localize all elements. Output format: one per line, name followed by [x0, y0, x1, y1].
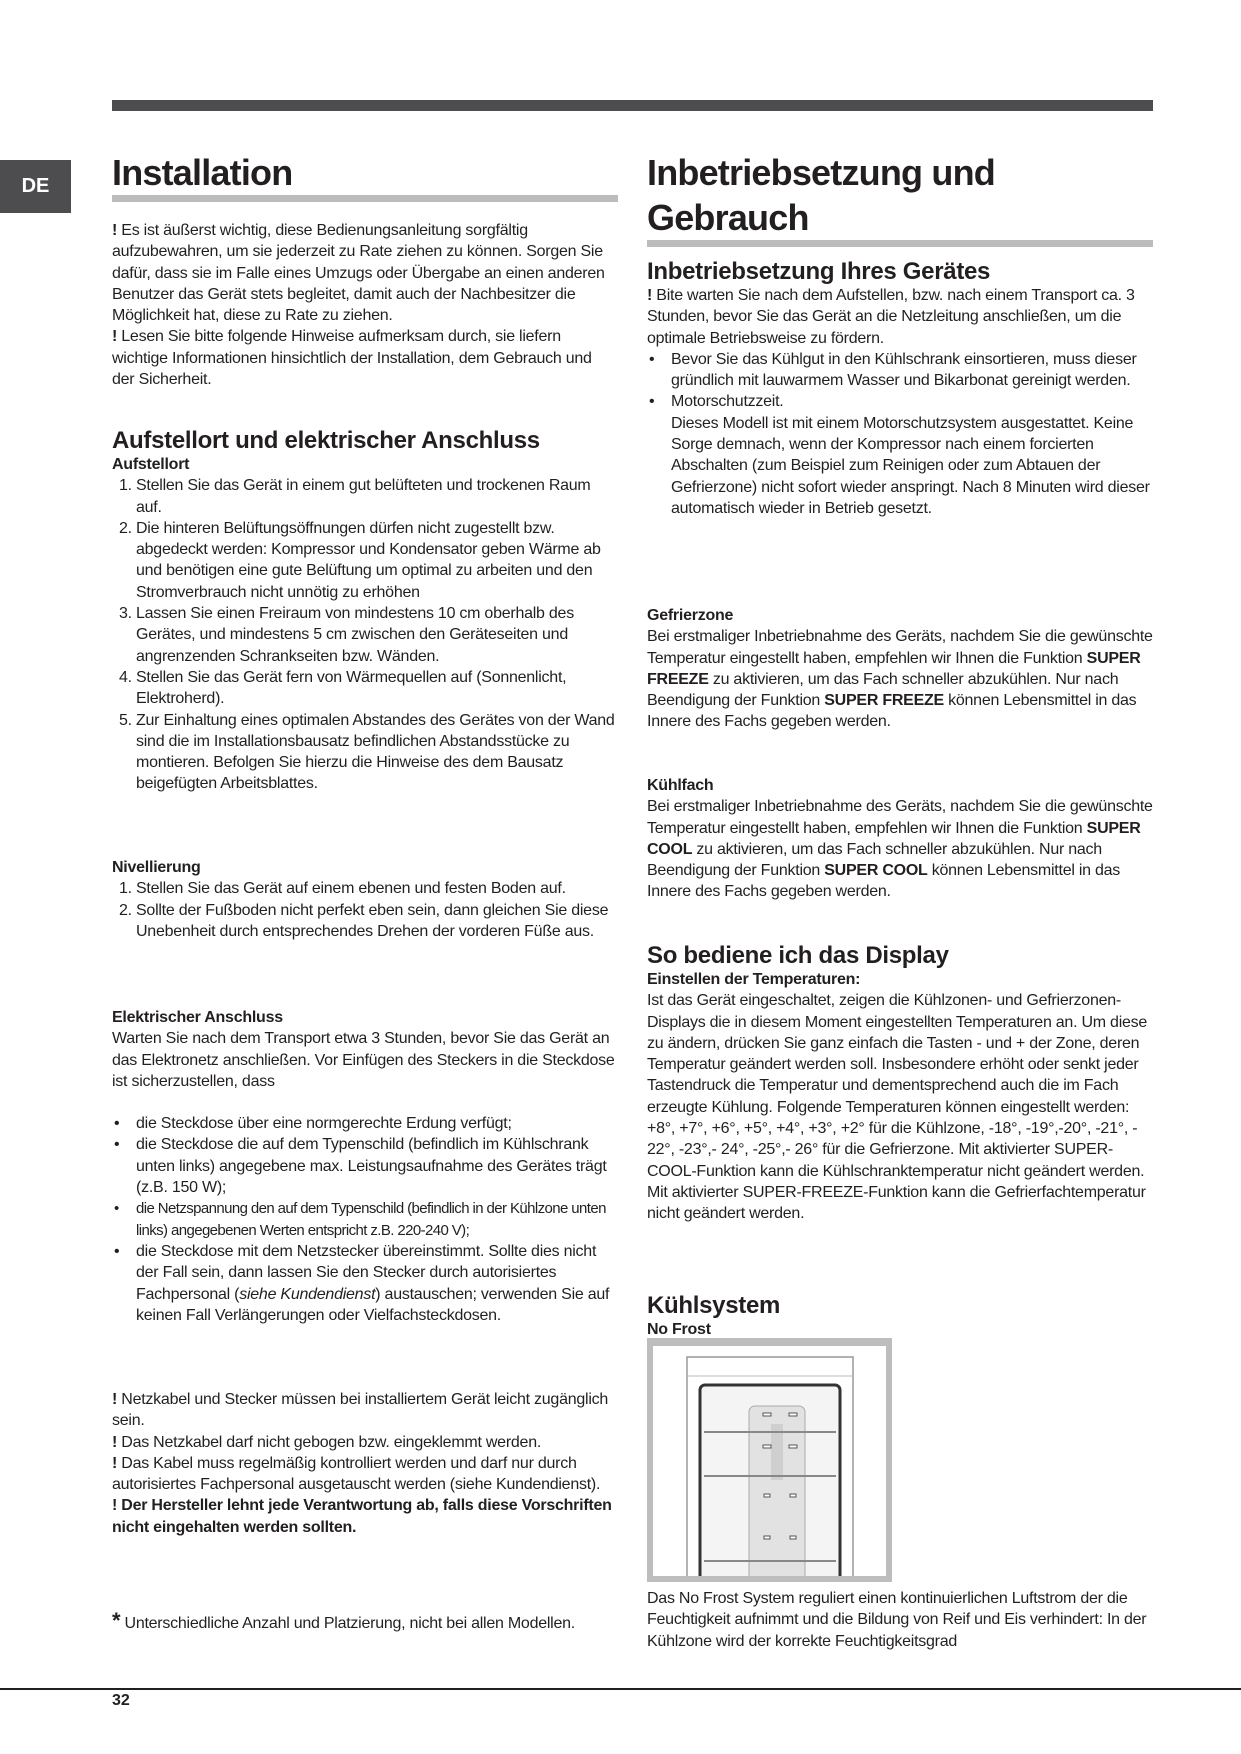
- language-tab: DE: [0, 160, 71, 213]
- paragraph: Bei erstmaliger Inbetriebnahme des Geräts, nachdem Sie die gewünschte Temperatur eingestellt haben, empfehlen wir Ihnen die Funktion SUPER FREEZE zu aktivieren, um das Fach schneller abzukühlen. Nur nach Beendigung der Funktion SUPER FREEZE können Lebensmittel in das Innere des Fachs gegeben werden.: [647, 628, 1153, 731]
- section-heading: So bediene ich das Display: [647, 942, 949, 969]
- leveling-section: [112, 857, 618, 942]
- bullet-list: [647, 349, 1153, 519]
- nivellierung-list: [112, 878, 618, 942]
- section-heading: Kühlsystem: [647, 1292, 781, 1319]
- subheading: Elektrischer Anschluss: [112, 1009, 283, 1026]
- list-item: • Motorschutzzeit. Dieses Modell ist mit einem Motorschutzsystem ausgestattet. Keine Sorge demnach, wenn der Kompressor nach einem forcierten Abschalten (zum Beispiel zum Reinigen oder zum Abtauen der Gefrierzone) nicht sofort wieder anspringt. Nach 8 Minuten wird dieser automatisch wieder in Betrieb gesetzt.: [671, 391, 1153, 519]
- cooling-system-section: [647, 1293, 1153, 1340]
- list-item: • die Steckdose mit dem Netzstecker übereinstimmt. Sollte dies nicht der Fall sein, dann lassen Sie den Stecker durch autorisiertes Fachpersonal (siehe Kundendienst) austauschen; verwenden Sie auf keinen Fall Verlängerungen oder Vielfachsteckdosen.: [136, 1241, 618, 1326]
- list-item: 2. Die hinteren Belüftungsöffnungen dürfen nicht zugestellt bzw. abgedeckt werden: Kompressor und Kondensator geben Wärme ab und benötigen eine gute Belüftung um optimal zu arbeiten und den Stromverbrauch nicht unnötig zu erhöhen: [136, 518, 618, 603]
- subheading: Nivellierung: [112, 859, 201, 876]
- paragraph: Warten Sie nach dem Transport etwa 3 Stunden, bevor Sie das Gerät an das Elektronetz anschließen. Vor Einfügen des Steckers in die Steckdose ist sicherzustellen, dass: [112, 1030, 615, 1090]
- paragraph: Bei erstmaliger Inbetriebnahme des Geräts, nachdem Sie die gewünschte Temperatur eingestellt haben, empfehlen wir Ihnen die Funktion SUPER COOL zu aktivieren, um das Fach schneller abzukühlen. Nur nach Beendigung der Funktion SUPER COOL können Lebensmittel in das Innere des Fachs gegeben werden.: [647, 798, 1153, 901]
- list-item: 5. Zur Einhaltung eines optimalen Abstandes des Gerätes von der Wand sind die im Installationsbausatz befindlichen Abstandsstücke zu montieren. Befolgen Sie hierzu die Hinweise des dem Bausatz beigefügten Arbeitsblattes.: [136, 710, 618, 795]
- fridge-drawing: [653, 1346, 886, 1576]
- list-item: 2. Sollte der Fußboden nicht perfekt eben sein, dann gleichen Sie diese Unebenheit durch entsprechendes Drehen der vorderen Füße aus.: [136, 900, 618, 943]
- paragraph: Ist das Gerät eingeschaltet, zeigen die Kühlzonen- und Gefrierzonen-Displays die in diesem Moment eingestellten Temperaturen an. Um diese zu ändern, drücken Sie ganz einfach die Tasten - und + der Zone, deren Temperatur geändert werden soll. Insbesondere erhöht oder senkt jeder Tastendruck die Temperatur und dementsprechend auch die im Fach erzeugte Kühlung. Folgende Temperaturen können eingestellt werden: +8°, +7°, +6°, +5°, +4°, +3°, +2° für die Kühlzone, -18°, -19°,-20°, -21°, - 22°, -23°,- 24°, -25°,- 26° für die Gefrierzone. Mit aktivierter SUPER-COOL-Funktion kann die Kühlschranktemperatur nicht geändert werden. Mit aktivierter SUPER-FREEZE-Funktion kann die Gefrierfachtemperatur nicht geändert werden.: [647, 992, 1148, 1223]
- intro-paragraph: ! Lesen Sie bitte folgende Hinweise aufmerksam durch, sie liefern wichtige Informationen hinsichtlich der Installation, dem Gebrauch und der Sicherheit.: [112, 328, 592, 389]
- location-section: [112, 428, 618, 795]
- intro-paragraph: ! Es ist äußerst wichtig, diese Bedienungsanleitung sorgfältig aufzubewahren, um sie jederzeit zu Rate ziehen zu können. Sorgen Sie dafür, dass sie im Falle eines Umzugs oder Übergabe an einen anderen Benutzer das Gerät stets begleitet, damit auch der Nachbesitzer die Möglichkeit hat, diese zu Rate zu ziehen.: [112, 222, 605, 325]
- list-item: 1. Stellen Sie das Gerät in einem gut belüfteten und trockenen Raum auf.: [136, 475, 618, 518]
- page-title: Installation: [112, 150, 618, 202]
- list-item: 3. Lassen Sie einen Freiraum von mindestens 10 cm oberhalb des Gerätes, und mindestens 5 cm zwischen den Geräteseiten und angrenzenden Schrankseiten bzw. Wänden.: [136, 603, 618, 667]
- freezer-section: [647, 605, 1153, 733]
- bullet-list: [112, 1113, 618, 1326]
- list-item: 4. Stellen Sie das Gerät fern von Wärmequellen auf (Sonnenlicht, Elektroherd).: [136, 667, 618, 710]
- footnote: * Unterschiedliche Anzahl und Platzierung, nicht bei allen Modellen.: [112, 1608, 575, 1633]
- display-section: [647, 943, 1153, 1225]
- page-title: Inbetriebsetzung und Gebrauch: [647, 150, 1153, 247]
- list-item: • Bevor Sie das Kühlgut in den Kühlschrank einsortieren, muss dieser gründlich mit lauwarmem Wasser und Bikarbonat gereinigt werden.: [671, 349, 1153, 392]
- startup-section: [647, 259, 1153, 519]
- subheading: Einstellen der Temperaturen:: [647, 971, 861, 988]
- paragraph: ! Bite warten Sie nach dem Aufstellen, bzw. nach einem Transport ca. 3 Stunden, bevor Sie das Gerät an die Netzleitung anschließen, um die optimale Betriebsweise zu fördern.: [647, 287, 1135, 347]
- installation-section: [112, 150, 618, 390]
- fridge-section: [647, 775, 1153, 903]
- warnings: [112, 1389, 618, 1538]
- list-item: • die Netzspannung den auf dem Typenschild (befindlich in der Kühlzone unten links) angegebenen Werten entspricht z.B. 220-240 V);: [136, 1198, 618, 1241]
- electrical-section: [112, 1007, 618, 1326]
- nofrost-paragraph: Das No Frost System reguliert einen kontinuierlichen Luftstrom der die Feuchtigkeit aufnimmt und die Bildung von Reif und Eis verhindert: In der Kühlzone wird der korrekte Feuchtigkeitsgrad: [647, 1590, 1147, 1650]
- warning: ! Das Kabel muss regelmäßig kontrolliert werden und darf nur durch autorisiertes Fachpersonal ausgetauscht werden (siehe Kundendienst).: [112, 1454, 601, 1494]
- subheading: Kühlfach: [647, 777, 714, 794]
- section-heading: Aufstellort und elektrischer Anschluss: [112, 427, 540, 454]
- subheading: Aufstellort: [112, 456, 190, 473]
- aufstellort-list: [112, 475, 618, 794]
- list-item: • die Steckdose über eine normgerechte Erdung verfügt;: [136, 1113, 618, 1134]
- list-item: 1. Stellen Sie das Gerät auf einem ebenen und festen Boden auf.: [136, 878, 618, 899]
- section-heading: Inbetriebsetzung Ihres Gerätes: [647, 258, 991, 285]
- warning: ! Netzkabel und Stecker müssen bei installiertem Gerät leicht zugänglich sein.: [112, 1391, 609, 1430]
- list-item: • die Steckdose die auf dem Typenschild (befindlich im Kühlschrank unten links) angegebene max. Leistungsaufnahme des Gerätes trägt (z.B. 150 W);: [136, 1134, 618, 1198]
- warning: ! Das Netzkabel darf nicht gebogen bzw. eingeklemmt werden.: [112, 1433, 542, 1451]
- operation-section: [647, 150, 1153, 247]
- page-number: 32: [112, 1692, 130, 1709]
- subheading: No Frost: [647, 1321, 711, 1338]
- footer-rule: [0, 1688, 1241, 1690]
- fridge-interior-illustration: [647, 1338, 892, 1582]
- header-rule: [112, 100, 1153, 111]
- subheading: Gefrierzone: [647, 607, 734, 624]
- warning-bold: ! Der Hersteller lehnt jede Verantwortung ab, falls diese Vorschriften nicht eingehalten werden sollten.: [112, 1497, 612, 1536]
